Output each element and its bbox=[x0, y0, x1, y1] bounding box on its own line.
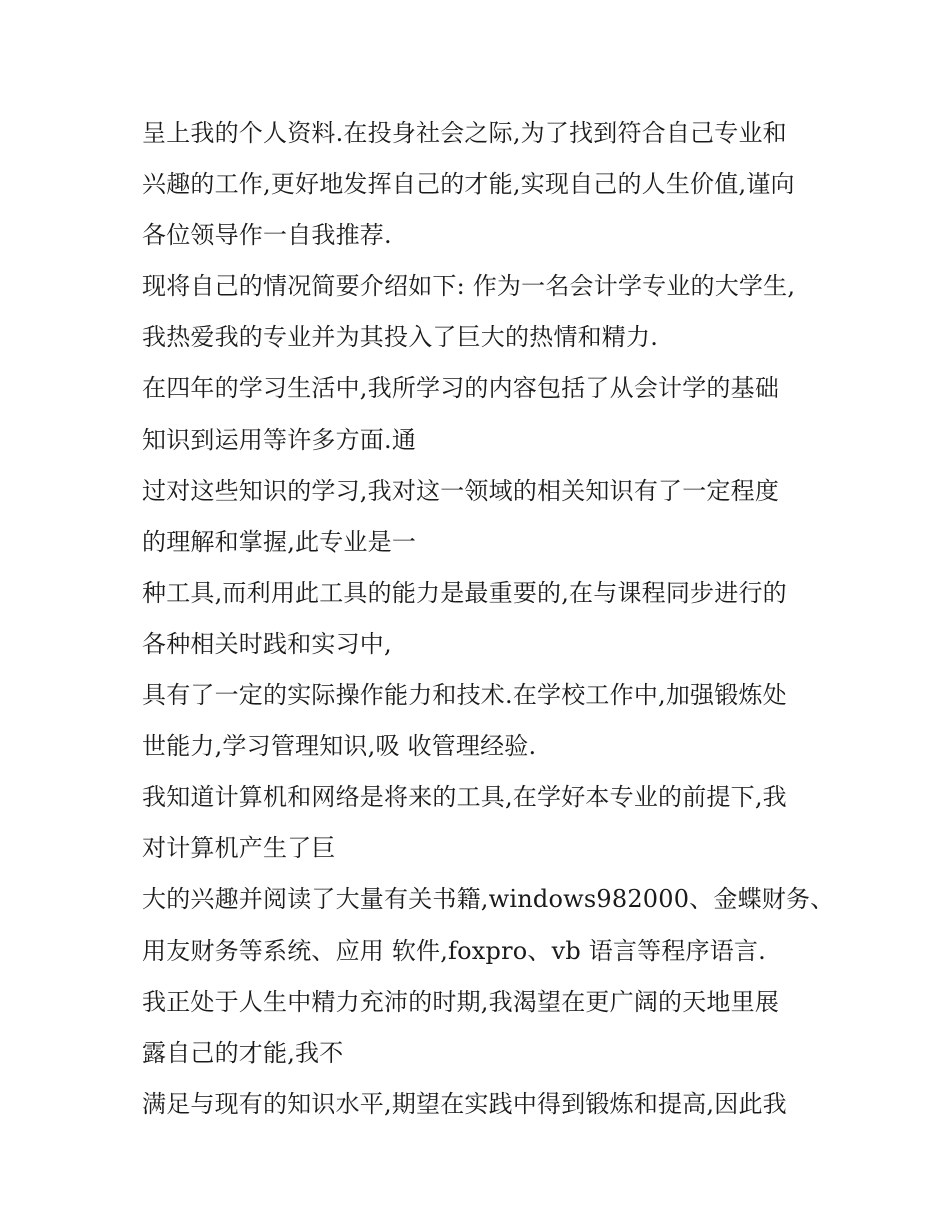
text-line-2: 兴趣的工作,更好地发挥自己的才能,实现自己的人生价值,谨向 bbox=[142, 170, 795, 199]
text-line-20: 满足与现有的知识水平,期望在实践中得到锻炼和提高,因此我 bbox=[142, 1089, 787, 1118]
text-line-15: 对计算机产生了巨 bbox=[142, 834, 336, 863]
text-line-4: 现将自己的情况简要介绍如下: 作为一名会计学专业的大学生, bbox=[142, 272, 796, 301]
text-line-12: 具有了一定的实际操作能力和技术.在学校工作中,加强锻炼处 bbox=[142, 681, 787, 710]
text-line-9: 的理解和掌握,此专业是一 bbox=[142, 527, 417, 556]
text-line-3: 各位领导作一自我推荐. bbox=[142, 221, 392, 250]
text-line-18: 我正处于人生中精力充沛的时期,我渴望在更广阔的天地里展 bbox=[142, 987, 780, 1016]
text-line-5: 我热爱我的专业并为其投入了巨大的热情和精力. bbox=[142, 323, 659, 352]
text-line-19: 露自己的才能,我不 bbox=[142, 1038, 344, 1067]
text-line-14: 我知道计算机和网络是将来的工具,在学好本专业的前提下,我 bbox=[142, 783, 787, 812]
body-text bbox=[142, 108, 842, 1130]
text-line-1: 呈上我的个人资料.在投身社会之际,为了找到符合自己专业和 bbox=[142, 119, 787, 147]
text-line-7: 知识到运用等许多方面.通 bbox=[142, 425, 417, 454]
text-line-17: 用友财务等系统、应用 软件,foxpro、vb 语言等程序语言. bbox=[142, 936, 766, 965]
text-line-8: 过对这些知识的学习,我对这一领域的相关知识有了一定程度 bbox=[142, 476, 780, 505]
text-line-16: 大的兴趣并阅读了大量有关书籍,windows982000、金蝶财务、 bbox=[142, 885, 835, 914]
text-line-10: 种工具,而利用此工具的能力是最重要的,在与课程同步进行的 bbox=[142, 578, 787, 607]
text-line-11: 各种相关时践和实习中, bbox=[142, 629, 392, 658]
text-line-13: 世能力,学习管理知识,吸 收管理经验. bbox=[142, 732, 537, 761]
text-line-6: 在四年的学习生活中,我所学习的内容包括了从会计学的基础 bbox=[142, 374, 780, 403]
